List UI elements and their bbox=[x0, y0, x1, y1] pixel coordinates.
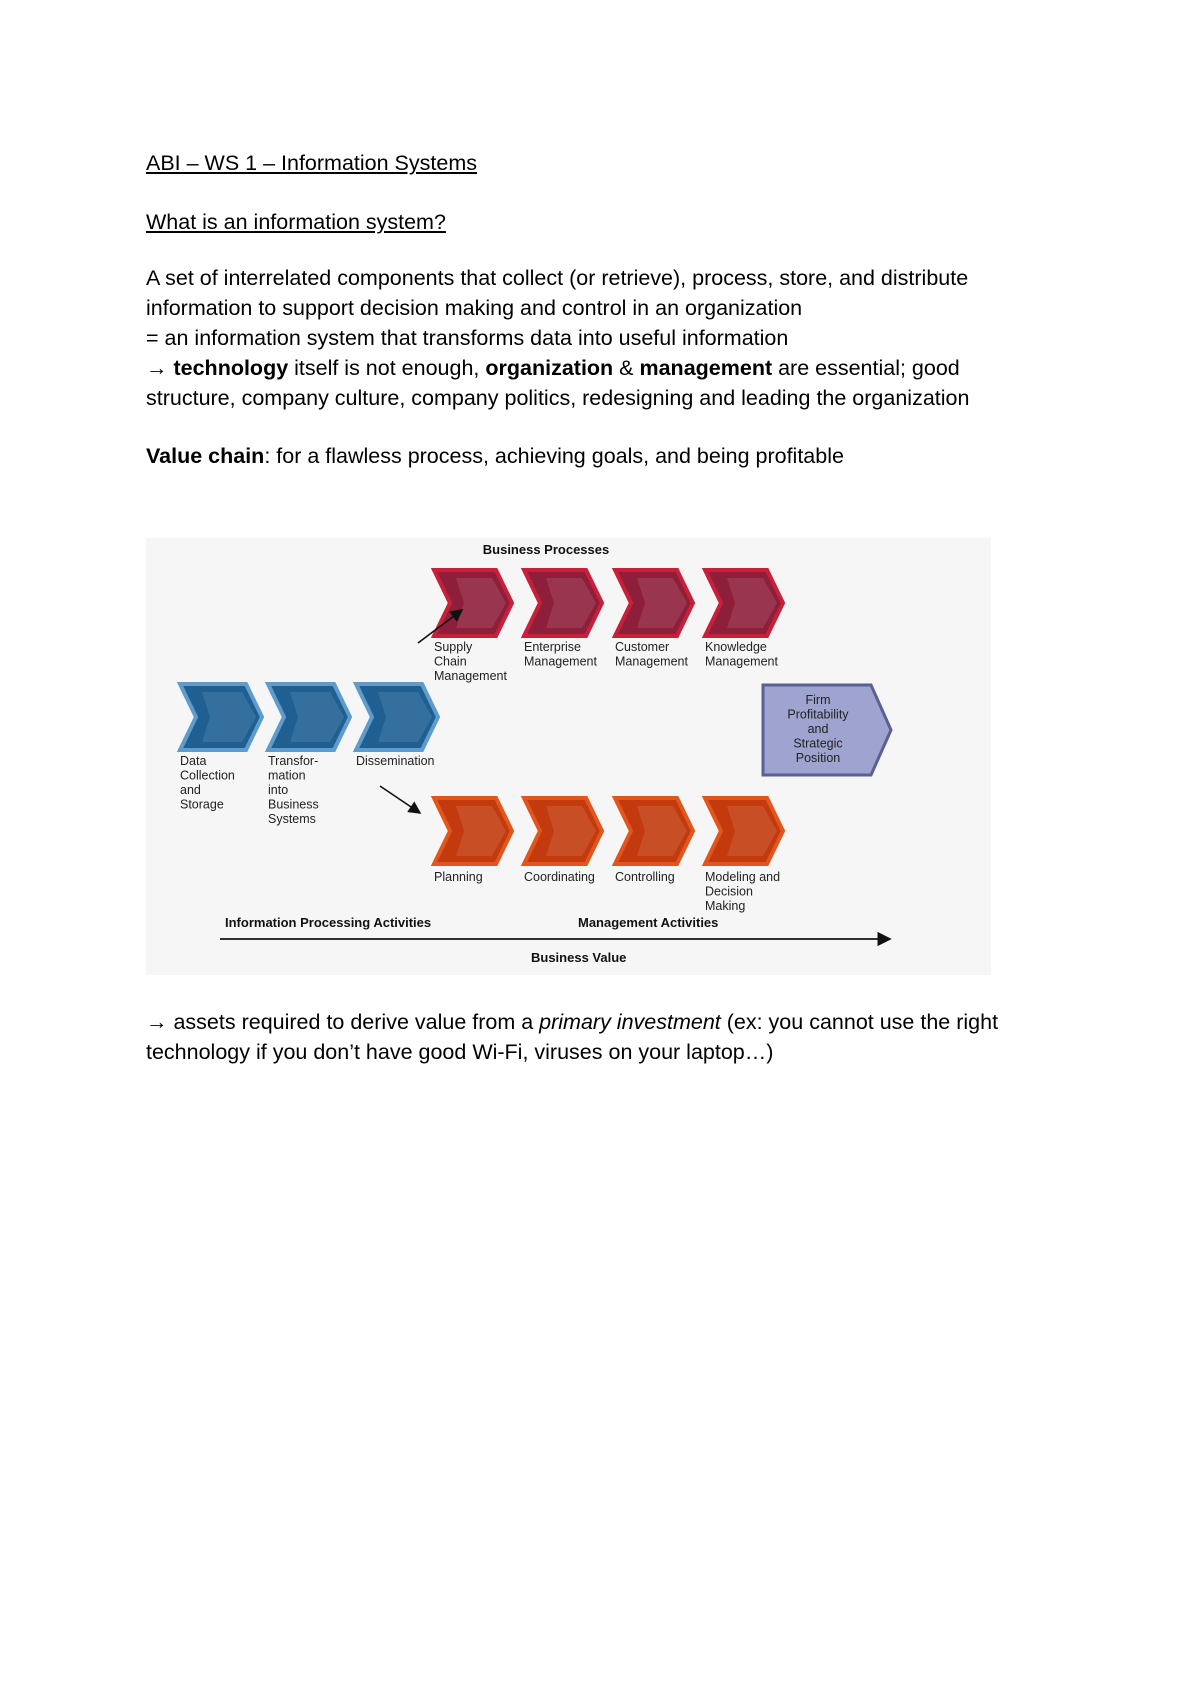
inline-text: itself is not enough, bbox=[288, 356, 486, 380]
para-line: = an information system that transforms data into useful information bbox=[146, 326, 789, 350]
value-chain-paragraph bbox=[146, 441, 1066, 471]
management-activity-label: Modeling and Decision Making bbox=[705, 870, 781, 913]
management-activity-label: Planning bbox=[434, 870, 483, 884]
info-activity-label: Transfor-mation into Business Systems bbox=[268, 754, 319, 826]
business-process-label: Supply Chain Management bbox=[434, 640, 507, 683]
management-activity-label: Controlling bbox=[615, 870, 675, 884]
document-title bbox=[146, 148, 1066, 178]
para-line bbox=[146, 1007, 1066, 1037]
inline-text: (ex: you cannot use the right bbox=[720, 1010, 999, 1034]
para-line: technology if you don’t have good Wi-Fi, viruses on your laptop…) bbox=[146, 1040, 774, 1064]
bold-management: management bbox=[639, 356, 773, 380]
value-chain-label: Value chain bbox=[146, 444, 265, 468]
diagram-canvas bbox=[146, 538, 991, 975]
inline-text: are essential; good bbox=[772, 356, 960, 380]
info-activity-label: Dissemination bbox=[356, 754, 435, 768]
business-process-label: Enterprise Management bbox=[524, 640, 597, 669]
title-text: ABI – WS 1 – Information Systems bbox=[146, 151, 477, 175]
business-processes-title: Business Processes bbox=[482, 542, 610, 557]
para-line: structure, company culture, company politics, redesigning and leading the organization bbox=[146, 386, 970, 410]
management-activities-label: Management Activities bbox=[578, 915, 719, 930]
section-heading bbox=[146, 207, 1066, 237]
definition-paragraph bbox=[146, 263, 1066, 413]
para-line: A set of interrelated components that collect (or retrieve), process, store, and distribute bbox=[146, 266, 969, 290]
bold-organization: organization bbox=[485, 356, 614, 380]
assets-paragraph bbox=[146, 1007, 1066, 1067]
info-processing-label: Information Processing Activities bbox=[225, 915, 432, 930]
business-process-label: Knowledge Management bbox=[705, 640, 778, 669]
inline-text: assets required to derive value from a bbox=[167, 1010, 540, 1034]
para-line bbox=[146, 353, 1066, 383]
bold-technology: technology bbox=[173, 356, 289, 380]
para-line bbox=[146, 441, 1066, 471]
heading-text: What is an information system? bbox=[146, 210, 446, 234]
arrow-glyph: → bbox=[146, 356, 168, 380]
italic-primary-investment: primary investment bbox=[539, 1010, 721, 1034]
para-line: information to support decision making and control in an organization bbox=[146, 296, 803, 320]
outcome-label: Firm Profitability and Strategic Position bbox=[787, 693, 849, 765]
inline-text: & bbox=[613, 356, 640, 380]
info-activity-label: Data Collection and Storage bbox=[180, 754, 235, 812]
business-value-label: Business Value bbox=[531, 950, 627, 965]
business-process-label: Customer Management bbox=[615, 640, 688, 669]
value-chain-diagram bbox=[146, 538, 991, 975]
management-activity-label: Coordinating bbox=[524, 870, 595, 884]
arrow-glyph: → bbox=[146, 1010, 168, 1034]
value-chain-text: : for a flawless process, achieving goals, and being profitable bbox=[264, 444, 844, 468]
